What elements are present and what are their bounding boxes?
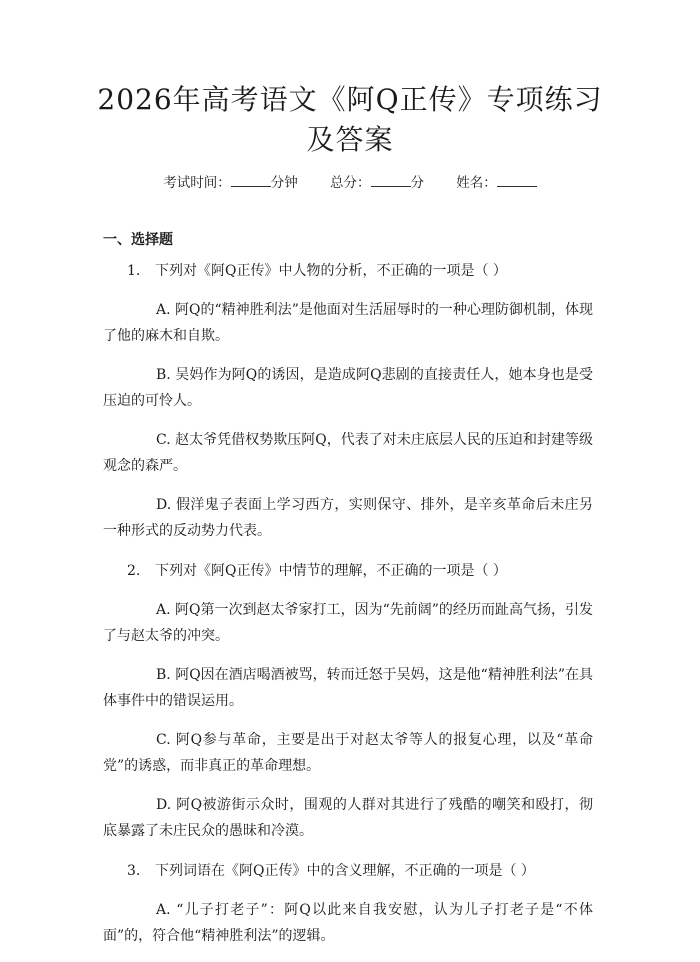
question-number: 1. [127, 263, 141, 279]
question-stem [103, 257, 593, 285]
exam-name-label: 姓名： [456, 175, 497, 191]
document-title: 2026年高考语文《阿Q正传》专项练习及答案 [97, 83, 603, 156]
question-text: 下列词语在《阿Q正传》中的含义理解，不正确的一项是（ ） [155, 863, 535, 879]
answer-option: A. 阿Q的“精神胜利法”是他面对生活屈辱时的一种心理防御机制，体现了他的麻木和自欺。 [103, 302, 593, 344]
question-number: 2. [127, 563, 141, 579]
exam-time-blank [231, 174, 271, 187]
exam-time-label: 考试时间： [163, 175, 231, 191]
answer-option: A. “儿子打老子”：阿Q以此来自我安慰，认为儿子打老子是“不体面”的，符合他“精神胜利法”的逻辑。 [103, 902, 593, 944]
answer-option: B. 吴妈作为阿Q的诱因，是造成阿Q悲剧的直接责任人，她本身也是受压迫的可怜人。 [103, 367, 593, 409]
exam-time-field [163, 171, 298, 191]
question-list [103, 257, 593, 962]
question-stem [103, 857, 593, 885]
exam-score-blank [371, 174, 411, 187]
exam-name-blank [497, 174, 537, 187]
exam-score-field [330, 171, 424, 191]
exam-time-unit: 分钟 [270, 175, 298, 191]
question-number: 3. [127, 863, 141, 879]
exam-info [0, 171, 700, 191]
section-title: 一、选择题 [103, 232, 173, 248]
answer-option: A. 阿Q第一次到赵太爷家打工，因为“先前阔”的经历而趾高气扬，引发了与赵太爷的冲突。 [103, 602, 593, 644]
answer-option: C. 阿Q参与革命，主要是出于对赵太爷等人的报复心理，以及“革命党”的诱惑，而非真正的革命理想。 [103, 732, 593, 774]
answer-option: D. 假洋鬼子表面上学习西方，实则保守、排外，是辛亥革命后未庄另一种形式的反动势力代表。 [103, 497, 593, 539]
answer-option: B. 阿Q因在酒店喝酒被骂，转而迁怒于吴妈，这是他“精神胜利法”在具体事件中的错误运用。 [103, 667, 593, 709]
question-text: 下列对《阿Q正传》中人物的分析，不正确的一项是（ ） [155, 263, 507, 279]
exam-name-field [456, 171, 537, 191]
exam-score-label: 总分： [330, 175, 371, 191]
question-stem [103, 557, 593, 585]
answer-option: D. 阿Q被游街示众时，围观的人群对其进行了残酷的嘲笑和殴打，彻底暴露了未庄民众的愚昧和冷漠。 [103, 797, 593, 839]
answer-option: C. 赵太爷凭借权势欺压阿Q，代表了对未庄底层人民的压迫和封建等级观念的森严。 [103, 432, 593, 474]
question-text: 下列对《阿Q正传》中情节的理解，不正确的一项是（ ） [155, 563, 507, 579]
exam-score-unit: 分 [410, 175, 424, 191]
